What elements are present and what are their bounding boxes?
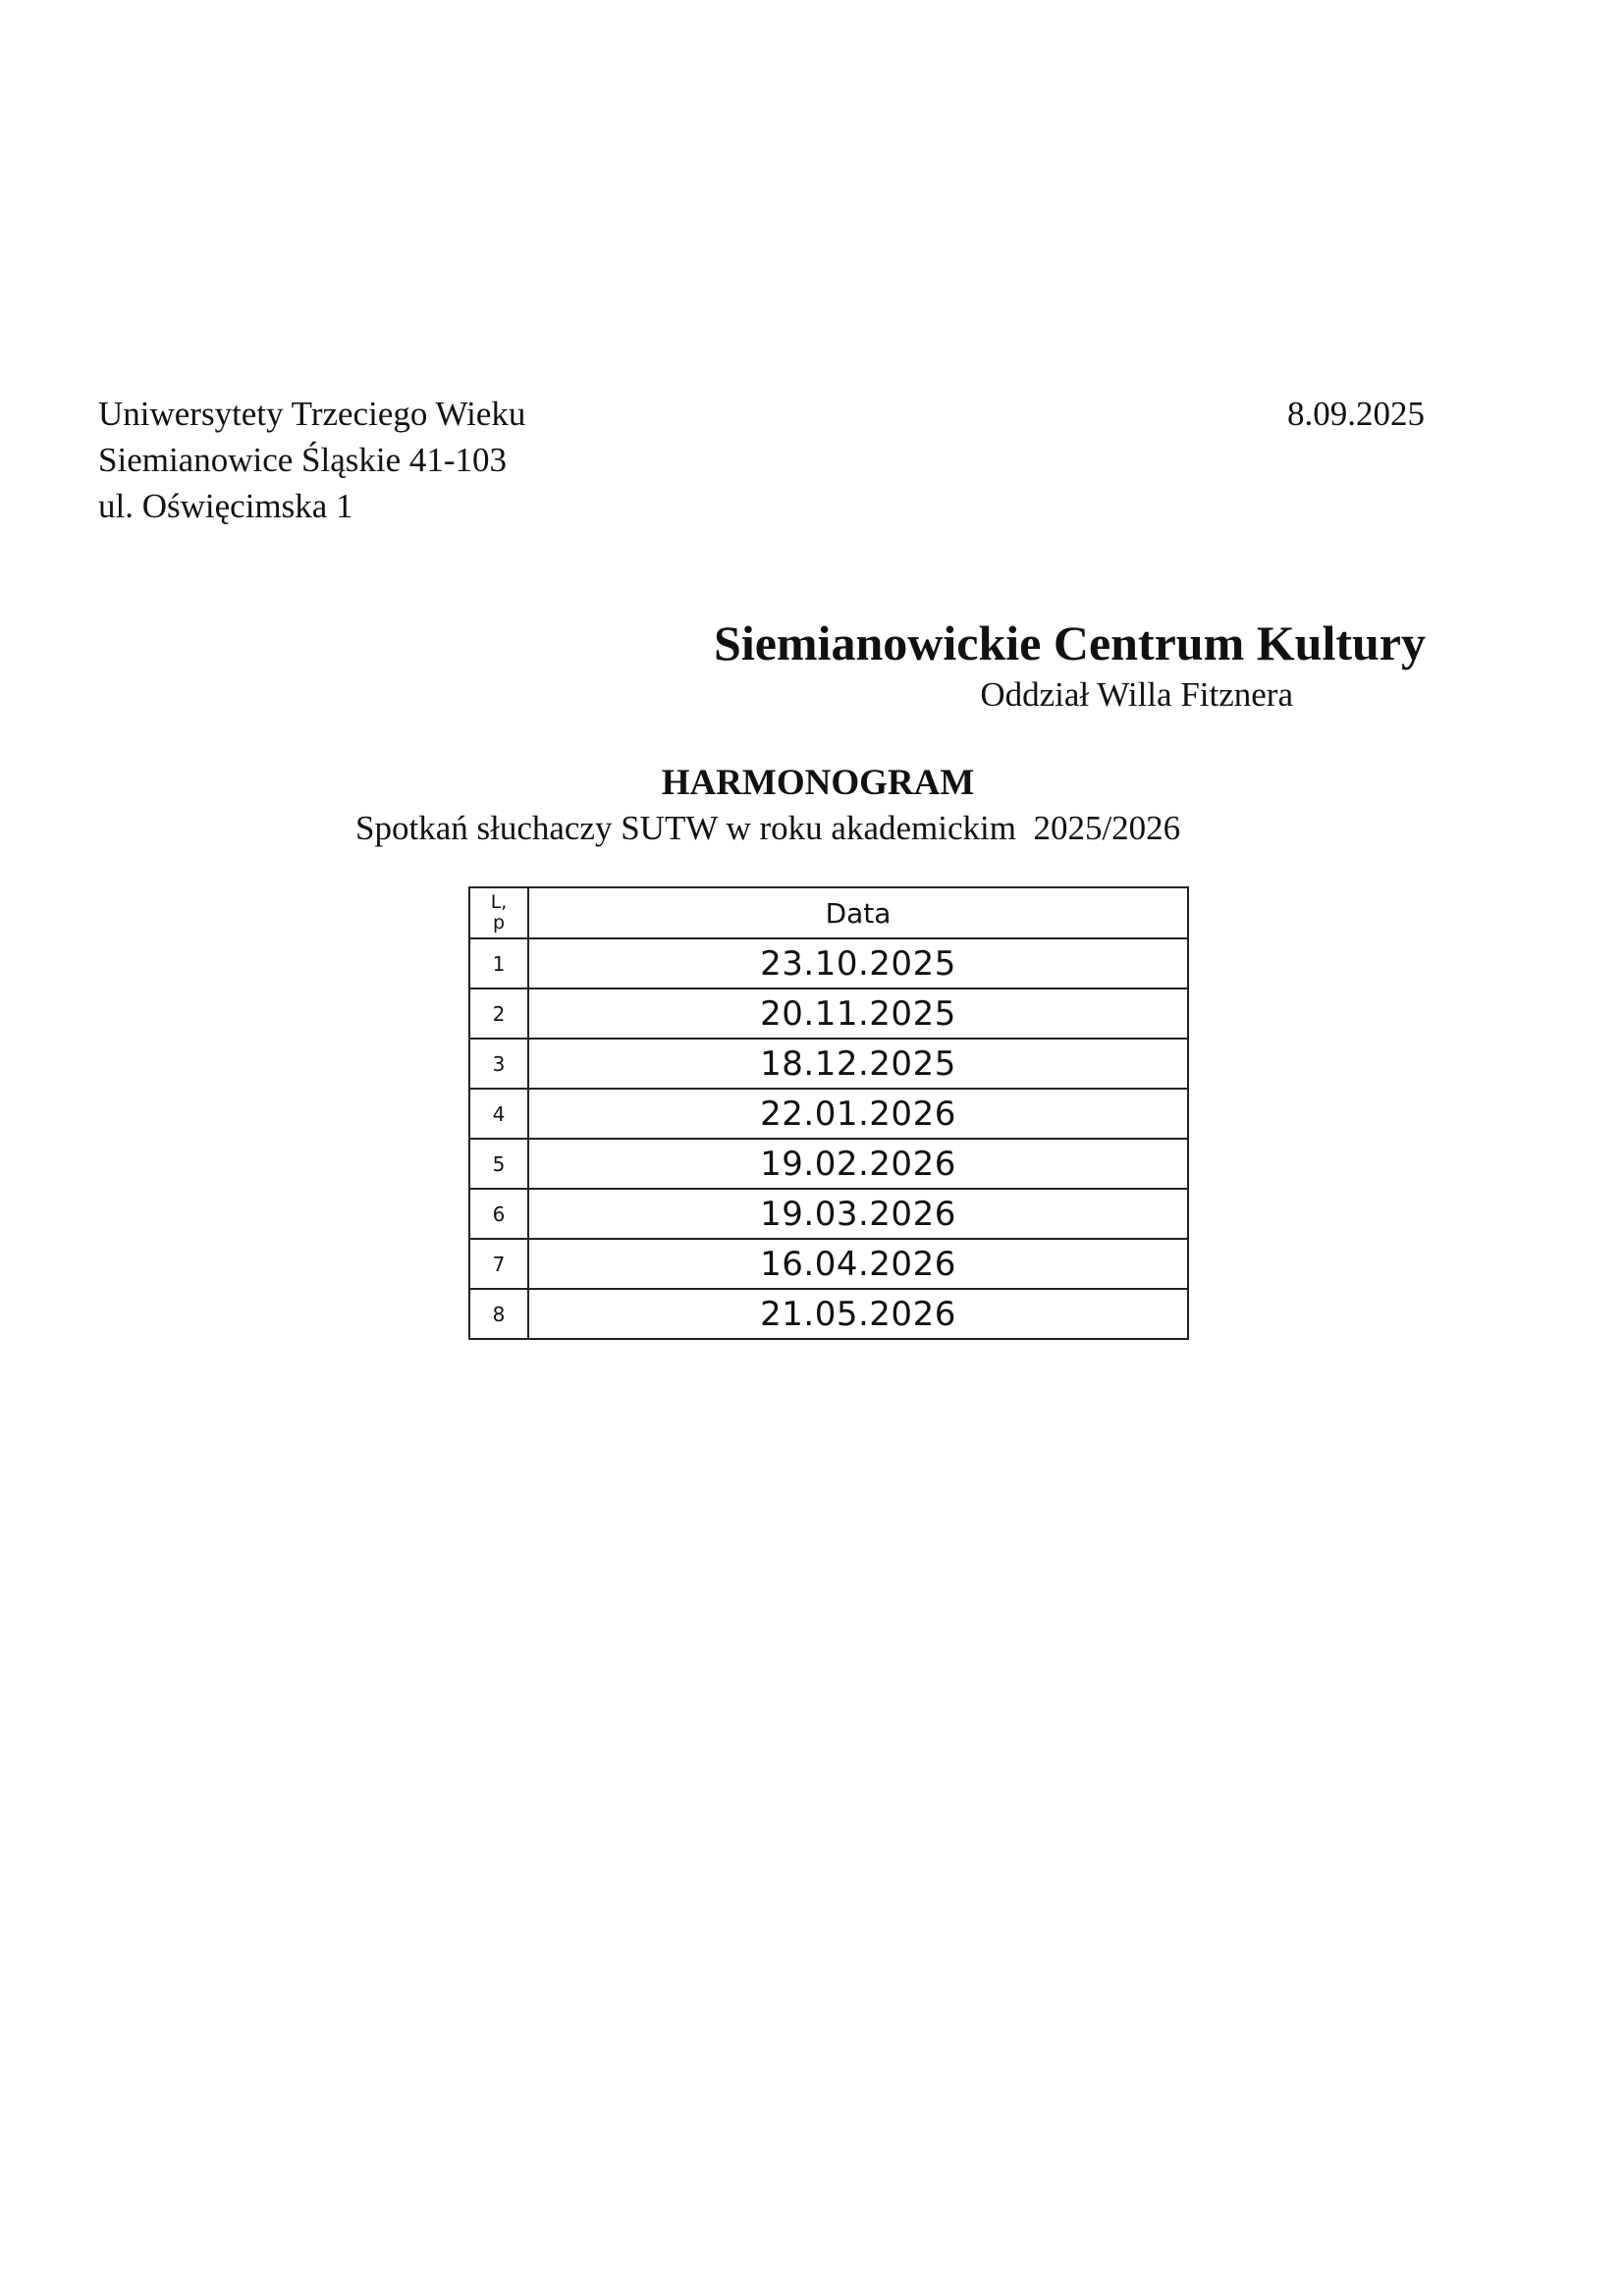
organization-name: Siemianowickie Centrum Kultury: [714, 615, 1426, 670]
address-line: Uniwersytety Trzeciego Wieku: [98, 395, 526, 433]
row-number: 2: [469, 988, 528, 1039]
table-header-row: [469, 887, 1188, 938]
row-number: 7: [469, 1239, 528, 1289]
row-number: 4: [469, 1089, 528, 1139]
table-row: [469, 1289, 1188, 1339]
table-row: [469, 1189, 1188, 1239]
organization-branch: Oddział Willa Fitznera: [980, 675, 1293, 714]
row-number: 6: [469, 1189, 528, 1239]
meeting-schedule-table: [468, 886, 1189, 1340]
column-header-lp-line2: p: [492, 912, 506, 934]
table-row: [469, 938, 1188, 988]
table-row: [469, 1139, 1188, 1189]
table-row: [469, 1239, 1188, 1289]
table-row: [469, 1039, 1188, 1089]
row-number: 5: [469, 1139, 528, 1189]
table-row: [469, 1089, 1188, 1139]
document-title: HARMONOGRAM: [661, 763, 975, 803]
meeting-date: 22.01.2026: [528, 1089, 1188, 1139]
row-number: 8: [469, 1289, 528, 1339]
meeting-date: 18.12.2025: [528, 1039, 1188, 1089]
address-line: Siemianowice Śląskie 41-103: [98, 441, 508, 479]
meeting-date: 21.05.2026: [528, 1289, 1188, 1339]
document-date: 8.09.2025: [1287, 395, 1425, 433]
meeting-date: 23.10.2025: [528, 938, 1188, 988]
meeting-date: 19.03.2026: [528, 1189, 1188, 1239]
sender-address: [98, 391, 525, 529]
meeting-date: 20.11.2025: [528, 988, 1188, 1039]
row-number: 1: [469, 938, 528, 988]
column-header-lp: [469, 887, 528, 938]
column-header-date: Data: [528, 887, 1188, 938]
meeting-date: 16.04.2026: [528, 1239, 1188, 1289]
row-number: 3: [469, 1039, 528, 1089]
document-subtitle: Spotkań słuchaczy SUTW w roku akademickim 2025/2026: [355, 809, 1181, 847]
table-row: [469, 988, 1188, 1039]
meeting-date: 19.02.2026: [528, 1139, 1188, 1189]
column-header-lp-line1: L,: [490, 891, 508, 913]
address-line: ul. Oświęcimska 1: [98, 487, 353, 525]
